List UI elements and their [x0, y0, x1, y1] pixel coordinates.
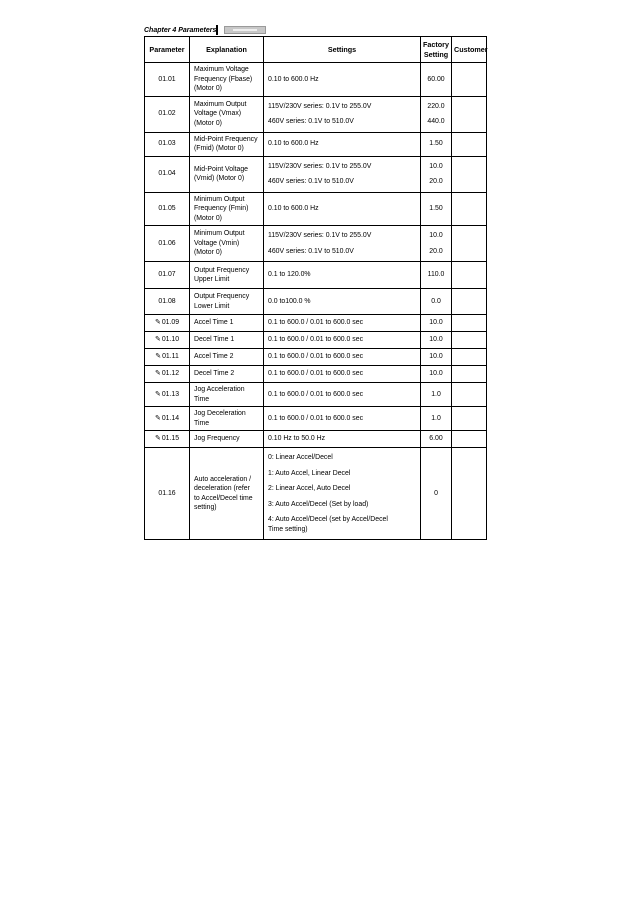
parameter-code: 01.01: [145, 63, 190, 97]
col-header-customer: Customer: [452, 37, 487, 63]
table-row: [145, 448, 487, 540]
customer-setting: [452, 63, 487, 97]
factory-setting: [421, 289, 452, 315]
factory-value: 10.0: [429, 162, 443, 170]
parameter-code: ✎01.13: [145, 383, 190, 407]
setting-line: 2: Linear Accel, Auto Decel: [268, 485, 351, 492]
parameter-explanation: Decel Time 2: [190, 366, 264, 383]
parameter-code: ✎01.12: [145, 366, 190, 383]
factory-setting: [421, 431, 452, 448]
setting-line: 0.1 to 600.0 / 0.01 to 600.0 sec: [268, 390, 364, 398]
parameter-settings: [264, 132, 421, 156]
parameter-code: ✎01.14: [145, 407, 190, 431]
factory-setting: [421, 366, 452, 383]
factory-value: 10.0: [429, 319, 443, 327]
factory-setting: [421, 383, 452, 407]
parameter-settings: [264, 349, 421, 366]
pencil-icon: ✎: [154, 319, 161, 327]
factory-value: 60.00: [427, 75, 445, 83]
factory-setting: [421, 448, 452, 540]
factory-value: 0.0: [431, 297, 441, 305]
parameter-code: 01.07: [145, 262, 190, 289]
setting-line: 0.1 to 600.0 / 0.01 to 600.0 sec: [268, 370, 364, 378]
pencil-icon: ✎: [154, 370, 161, 378]
setting-line: 0.10 to 600.0 Hz: [268, 140, 319, 148]
parameter-settings: [264, 226, 421, 262]
parameter-explanation: Jog Acceleration Time: [190, 383, 264, 407]
table-row: [145, 96, 487, 132]
setting-line: 460V series: 0.1V to 510.0V: [268, 118, 354, 125]
parameter-explanation: Mid-Point Frequency (Fmid) (Motor 0): [190, 132, 264, 156]
setting-line: 0.10 Hz to 50.0 Hz: [268, 435, 326, 443]
factory-value: 1.50: [429, 205, 443, 212]
parameter-explanation: Minimum Output Voltage (Vmin) (Motor 0): [190, 226, 264, 262]
pencil-icon: ✎: [155, 353, 162, 361]
setting-line: 460V series: 0.1V to 510.0V: [268, 178, 354, 185]
header-divider: [216, 25, 218, 35]
parameter-explanation: Jog Frequency: [190, 431, 264, 448]
parameter-explanation: Decel Time 1: [190, 332, 264, 349]
factory-value: 10.0: [429, 336, 443, 344]
parameter-explanation: Mid-Point Voltage (Vmid) (Motor 0): [190, 156, 264, 192]
factory-value: 440.0: [427, 118, 445, 125]
customer-setting: [452, 407, 487, 431]
factory-value: 1.0: [431, 414, 441, 422]
factory-value: 10.0: [429, 353, 443, 361]
parameter-code: 01.06: [145, 226, 190, 262]
parameter-code: 01.16: [145, 448, 190, 540]
parameter-settings: [264, 96, 421, 132]
table-row: [145, 315, 487, 332]
col-header-parameter: Parameter: [145, 37, 190, 63]
pencil-icon: ✎: [154, 435, 161, 443]
table-row: [145, 192, 487, 226]
factory-setting: [421, 132, 452, 156]
setting-line: 0.10 to 600.0 Hz: [268, 205, 319, 212]
table-row: [145, 431, 487, 448]
table-row: [145, 383, 487, 407]
factory-value: 6.00: [429, 435, 443, 443]
brand-logo-icon: [224, 26, 266, 34]
customer-setting: [452, 332, 487, 349]
table-row: [145, 226, 487, 262]
setting-line: 4: Auto Accel/Decel (set by Accel/Decel Time setting): [268, 516, 388, 533]
table-row: [145, 407, 487, 431]
factory-setting: [421, 226, 452, 262]
parameter-settings: [264, 332, 421, 349]
setting-line: 0.0 to100.0 %: [268, 297, 311, 305]
factory-value: 110.0: [427, 271, 445, 279]
setting-line: 0.1 to 600.0 / 0.01 to 600.0 sec: [268, 336, 364, 344]
customer-setting: [452, 132, 487, 156]
parameter-settings: [264, 431, 421, 448]
factory-setting: [421, 349, 452, 366]
setting-line: 460V series: 0.1V to 510.0V: [268, 247, 354, 255]
parameter-explanation: Accel Time 2: [190, 349, 264, 366]
customer-setting: [452, 431, 487, 448]
setting-line: 0.1 to 600.0 / 0.01 to 600.0 sec: [268, 414, 364, 422]
table-row: [145, 63, 487, 97]
parameter-explanation: Maximum Output Voltage (Vmax) (Motor 0): [190, 96, 264, 132]
factory-value: 10.0: [429, 232, 443, 239]
parameter-code: 01.03: [145, 132, 190, 156]
setting-line: 1: Auto Accel, Linear Decel: [268, 469, 351, 477]
parameter-explanation: Auto acceleration / deceleration (refer to Accel/Decel time setting): [190, 448, 264, 540]
parameter-settings: [264, 156, 421, 192]
col-header-factory-setting: Factory Setting: [421, 37, 452, 63]
factory-setting: [421, 315, 452, 332]
setting-line: 115V/230V series: 0.1V to 255.0V: [268, 102, 372, 110]
customer-setting: [452, 349, 487, 366]
factory-setting: [421, 407, 452, 431]
parameter-code: ✎01.15: [145, 431, 190, 448]
parameter-explanation: Jog Deceleration Time: [190, 407, 264, 431]
parameter-code: 01.02: [145, 96, 190, 132]
parameter-explanation: Maximum Voltage Frequency (Fbase) (Motor 0): [190, 63, 264, 97]
setting-line: 115V/230V series: 0.1V to 255.0V: [268, 232, 372, 239]
parameter-code: ✎01.10: [145, 332, 190, 349]
setting-line: 0.1 to 600.0 / 0.01 to 600.0 sec: [268, 353, 364, 361]
table-row: [145, 349, 487, 366]
factory-value: 20.0: [429, 178, 443, 185]
customer-setting: [452, 156, 487, 192]
factory-value: 220.0: [427, 102, 445, 110]
parameter-settings: [264, 366, 421, 383]
factory-value: 1.50: [429, 140, 443, 148]
parameter-settings: [264, 448, 421, 540]
table-row: [145, 332, 487, 349]
parameter-settings: [264, 192, 421, 226]
pencil-icon: ✎: [154, 336, 161, 344]
factory-setting: [421, 63, 452, 97]
customer-setting: [452, 192, 487, 226]
customer-setting: [452, 96, 487, 132]
parameter-settings: [264, 262, 421, 289]
parameter-code: ✎01.09: [145, 315, 190, 332]
parameter-explanation: Output Frequency Lower Limit: [190, 289, 264, 315]
table-row: [145, 156, 487, 192]
col-header-settings: Settings: [264, 37, 421, 63]
factory-value: 20.0: [429, 247, 443, 255]
table-body: [145, 63, 487, 540]
parameter-settings: [264, 407, 421, 431]
parameter-explanation: Minimum Output Frequency (Fmin) (Motor 0): [190, 192, 264, 226]
factory-setting: [421, 332, 452, 349]
parameter-code: 01.08: [145, 289, 190, 315]
pencil-icon: ✎: [154, 390, 161, 398]
customer-setting: [452, 315, 487, 332]
parameter-settings: [264, 383, 421, 407]
setting-line: 0: Linear Accel/Decel: [268, 454, 333, 461]
factory-setting: [421, 192, 452, 226]
table-header-row: [145, 37, 487, 63]
chapter-header: Chapter 4 Parameters: [144, 27, 217, 34]
parameter-explanation: Output Frequency Upper Limit: [190, 262, 264, 289]
setting-line: 115V/230V series: 0.1V to 255.0V: [268, 162, 372, 170]
factory-setting: [421, 156, 452, 192]
parameter-settings: [264, 289, 421, 315]
parameter-settings: [264, 63, 421, 97]
factory-setting: [421, 262, 452, 289]
setting-line: 0.10 to 600.0 Hz: [268, 75, 319, 83]
parameter-table: [144, 36, 487, 540]
col-header-explanation: Explanation: [190, 37, 264, 63]
parameter-explanation: Accel Time 1: [190, 315, 264, 332]
factory-value: 10.0: [429, 370, 443, 378]
parameter-settings: [264, 315, 421, 332]
table-row: [145, 366, 487, 383]
setting-line: 0.1 to 600.0 / 0.01 to 600.0 sec: [268, 319, 364, 327]
customer-setting: [452, 262, 487, 289]
table-row: [145, 262, 487, 289]
parameter-code: 01.04: [145, 156, 190, 192]
parameter-code: ✎01.11: [145, 349, 190, 366]
customer-setting: [452, 383, 487, 407]
customer-setting: [452, 289, 487, 315]
factory-setting: [421, 96, 452, 132]
factory-value: 1.0: [431, 390, 441, 398]
setting-line: 0.1 to 120.0%: [268, 271, 311, 279]
setting-line: 3: Auto Accel/Decel (Set by load): [268, 500, 369, 508]
table-row: [145, 289, 487, 315]
pencil-icon: ✎: [154, 414, 161, 422]
factory-value: 0: [434, 489, 438, 497]
parameter-code: 01.05: [145, 192, 190, 226]
customer-setting: [452, 226, 487, 262]
customer-setting: [452, 448, 487, 540]
table-row: [145, 132, 487, 156]
customer-setting: [452, 366, 487, 383]
